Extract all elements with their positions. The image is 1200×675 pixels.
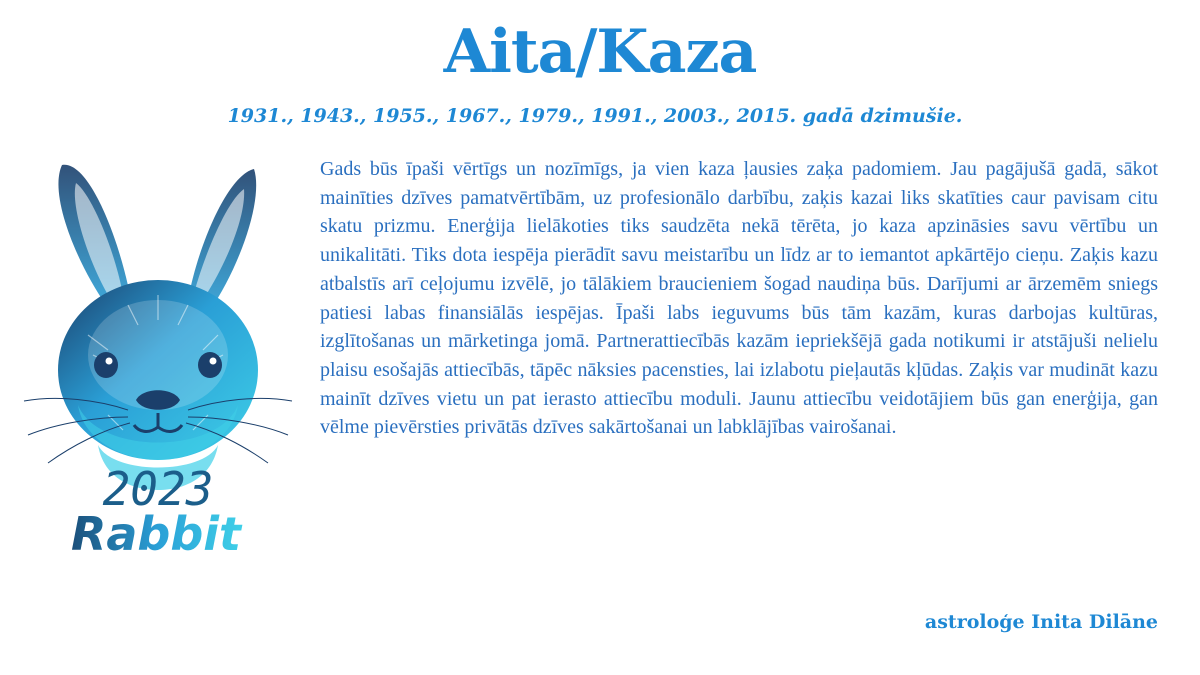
- author-signature: astroloģe Inita Dilāne: [924, 611, 1158, 633]
- year-badge: 2023: [102, 462, 214, 516]
- rabbit-illustration: [18, 155, 298, 565]
- rabbit-left-ear: [58, 165, 130, 305]
- birth-years-subtitle: 1931., 1943., 1955., 1967., 1979., 1991., 2003., 2015. gadā dzimušie.: [227, 105, 963, 127]
- page-title: Aita/Kaza: [443, 17, 757, 87]
- rabbit-label: Rabbit: [70, 507, 242, 561]
- article-body: Gads būs īpaši vērtīgs un nozīmīgs, ja vien kaza ļausies zaķa padomiem. Jau pagājušā gadā, sākot mainīties dzīves pamatvērtībām, uz profesionālo darbību, zaķis kazai liks skatīties caur pavisam citu skatu prizmu. Enerģija lielākoties tiks saudzēta nekā tērēta, jo kaza apzināsies savu vērtību un unikalitāti. Tiks dota iespēja pierādīt savu meistarību un līdz ar to iemantot apkārtējo cieņu. Zaķis kazu atbalstīs arī ceļojumu izvēlē, jo tālākiem braucieniem šogad naudiņa būs. Darījumi ar ārzemēm sniegs patiesi labas finansiālās iespējas. Īpaši labs ieguvums būs tām kazām, kuras darbojas kultūras, izglītošanas un mārketinga jomā. Partnerattiecībās kazām iepriekšējā gada notikumi ir atstājuši nelielu plaisu esošajās attiecībās, tāpēc nāksies pacensties, lai izlabotu pieļautās kļūdas. Zaķis var mudināt kazu mainīt dzīves vietu un pat ierasto attiecību moduli. Jaunu attiecību veidotājiem būs gan enerģija, gan vēlme pievērsties privātās dzīves sakārtošanai un labklājības vairošanai.: [320, 158, 1158, 439]
